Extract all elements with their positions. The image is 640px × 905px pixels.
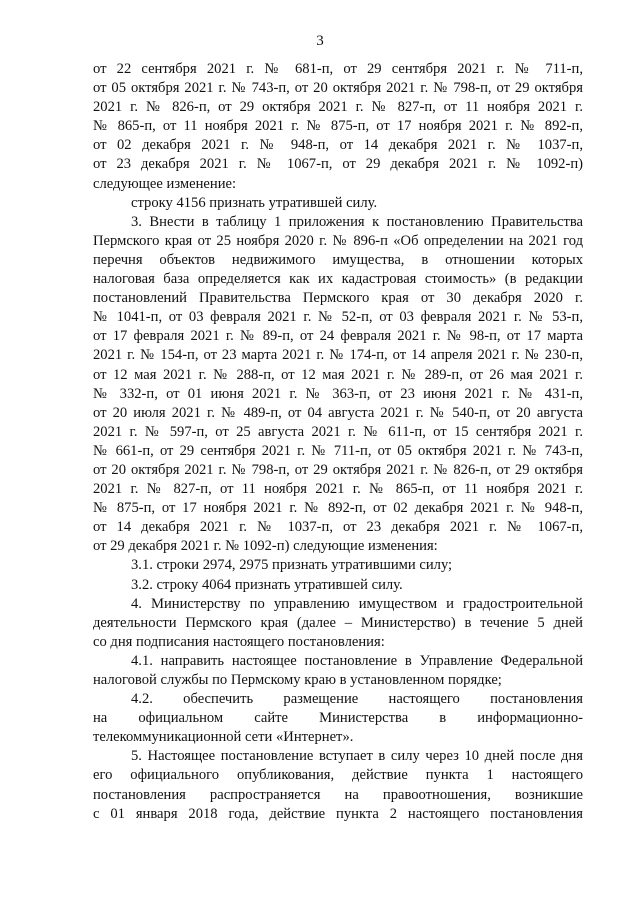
text-line: постановления распространяется на правоотношения, возникшие	[93, 786, 583, 803]
text-line: его официального опубликования, действие пункта 1 настоящего	[93, 767, 583, 784]
text-line: № 332-п, от 01 июня 2021 г. № 363-п, от 23 июня 2021 г. № 431-п,	[93, 385, 583, 402]
paragraph-item-4	[93, 595, 583, 652]
text-line: от 02 декабря 2021 г. № 948-п, от 14 декабря 2021 г. № 1037-п,	[93, 137, 583, 154]
text-line: постановлений Правительства Пермского края от 30 декабря 2020 г.	[93, 290, 583, 307]
page-number: 3	[316, 33, 324, 49]
paragraph-continuation	[93, 60, 583, 194]
paragraph-item-3	[93, 213, 583, 557]
text-line: № 1041-п, от 03 февраля 2021 г. № 52-п, от 03 февраля 2021 г. № 53-п,	[93, 309, 583, 326]
text-line: от 14 декабря 2021 г. № 1037-п, от 23 декабря 2021 г. № 1067-п,	[93, 519, 583, 536]
text-line: на официальном сайте Министерства в информационно-	[93, 710, 583, 727]
paragraph-row-4156	[93, 194, 583, 213]
paragraph-item-3-1	[93, 556, 583, 575]
paragraph-item-3-2	[93, 576, 583, 595]
text-line: деятельности Пермского края (далее – Министерство) в течение 5 дней	[93, 614, 583, 631]
text-line: 4.2. обеспечить размещение настоящего постановления	[131, 691, 583, 708]
text-line: 3. Внести в таблицу 1 приложения к постановлению Правительства	[131, 213, 583, 230]
text-line: перечня объектов недвижимого имущества, в отношении которых	[93, 251, 583, 268]
paragraph-item-4-2	[93, 690, 583, 747]
text-line: 5. Настоящее постановление вступает в силу через 10 дней после дня	[131, 748, 583, 765]
text-line: строку 4156 признать утратившей силу.	[131, 194, 378, 211]
text-line: № 865-п, от 11 ноября 2021 г. № 875-п, от 17 ноября 2021 г. № 892-п,	[93, 118, 583, 135]
text-line: Пермского края от 25 ноября 2020 г. № 896-п «Об определении на 2021 год	[93, 232, 583, 249]
text-line: 4. Министерству по управлению имуществом и градостроительной	[131, 595, 583, 612]
document-body	[93, 60, 583, 824]
text-line: налоговой службы по Пермскому краю в установленном порядке;	[93, 672, 502, 688]
text-line: 2021 г. № 597-п, от 25 августа 2021 г. № 611-п, от 15 сентября 2021 г.	[93, 423, 583, 440]
text-line: от 29 декабря 2021 г. № 1092-п) следующие изменения:	[93, 538, 438, 555]
text-line: от 20 октября 2021 г. № 798-п, от 29 октября 2021 г. № 826-п, от 29 октября	[93, 461, 583, 478]
text-line: 2021 г. № 826-п, от 29 октября 2021 г. № 827-п, от 11 ноября 2021 г.	[93, 99, 583, 116]
text-line: со дня подписания настоящего постановления:	[93, 633, 385, 650]
text-line: 2021 г. № 154-п, от 23 марта 2021 г. № 174-п, от 14 апреля 2021 г. № 230-п,	[93, 347, 583, 364]
text-line: с 01 января 2018 года, действие пункта 2 настоящего постановления	[93, 805, 583, 822]
paragraph-item-4-1	[93, 652, 583, 690]
text-line: от 17 февраля 2021 г. № 89-п, от 24 февраля 2021 г. № 98-п, от 17 марта	[93, 328, 583, 345]
text-line: налоговая база определяется как их кадастровая стоимость» (в редакции	[93, 271, 583, 288]
text-line: от 22 сентября 2021 г. № 681-п, от 29 сентября 2021 г. № 711-п,	[93, 61, 583, 77]
text-line: следующее изменение:	[93, 175, 237, 192]
text-line: от 12 мая 2021 г. № 288-п, от 12 мая 2021 г. № 289-п, от 26 мая 2021 г.	[93, 366, 583, 383]
paragraph-item-5	[93, 747, 583, 823]
text-line: от 05 октября 2021 г. № 743-п, от 20 октября 2021 г. № 798-п, от 29 октября	[93, 80, 583, 97]
text-line: телекоммуникационной сети «Интернет».	[93, 729, 354, 746]
text-line: от 20 июля 2021 г. № 489-п, от 04 августа 2021 г. № 540-п, от 20 августа	[93, 404, 583, 421]
text-line: № 661-п, от 29 сентября 2021 г. № 711-п, от 05 октября 2021 г. № 743-п,	[93, 442, 583, 459]
text-line: № 875-п, от 17 ноября 2021 г. № 892-п, от 02 декабря 2021 г. № 948-п,	[93, 500, 583, 517]
text-line: 3.2. строку 4064 признать утратившей силу.	[131, 576, 403, 593]
text-line: от 23 декабря 2021 г. № 1067-п, от 29 декабря 2021 г. № 1092-п)	[93, 156, 583, 173]
text-line: 2021 г. № 827-п, от 11 ноября 2021 г. № 865-п, от 11 ноября 2021 г.	[93, 481, 583, 498]
text-line: 3.1. строки 2974, 2975 признать утратившими силу;	[131, 557, 453, 574]
text-line: 4.1. направить настоящее постановление в Управление Федеральной	[131, 652, 583, 669]
